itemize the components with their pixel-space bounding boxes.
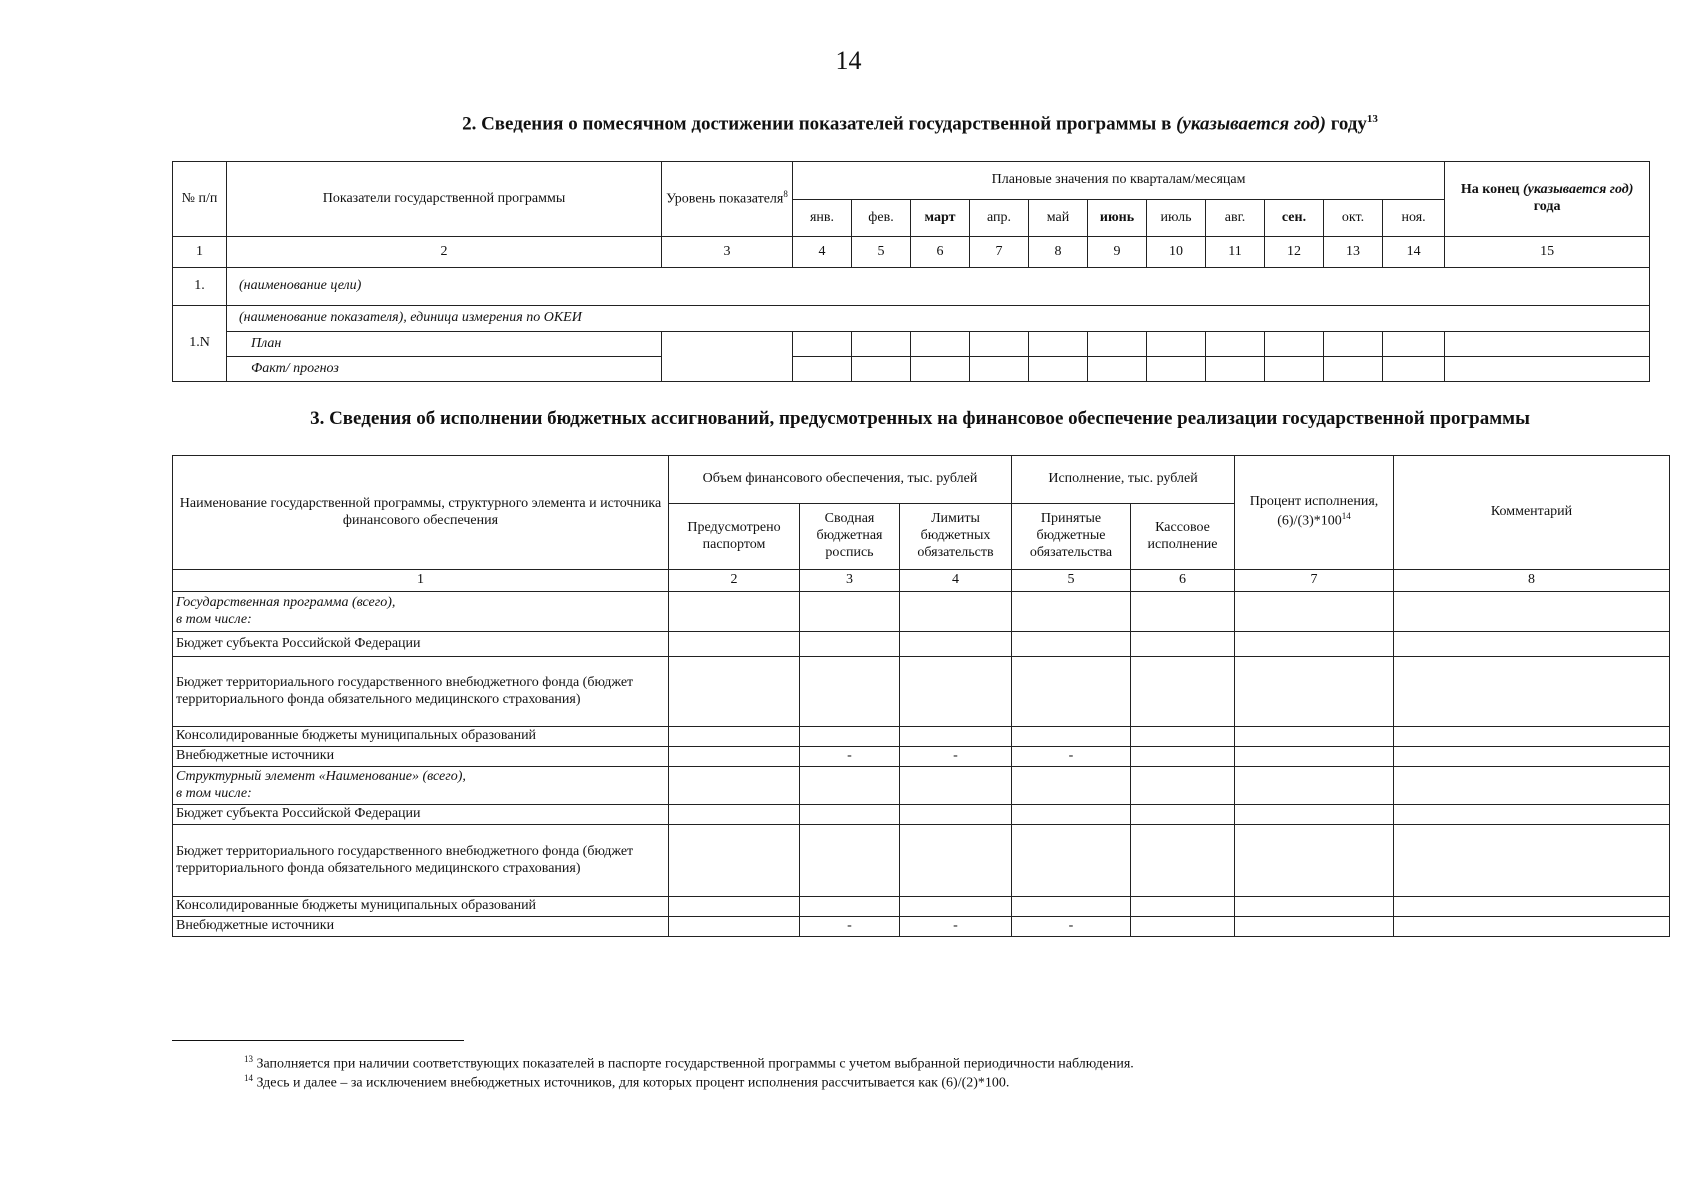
indicator-num: 1.N <box>173 306 227 382</box>
monthly-indicators-table <box>172 161 1650 382</box>
value-cell <box>852 332 911 357</box>
value-cell <box>1265 332 1324 357</box>
goal-row <box>173 268 1650 306</box>
value-cell <box>1206 332 1265 357</box>
col-number: 8 <box>1394 570 1670 592</box>
municipal-label: Консолидированные бюджеты муниципальных образований <box>173 897 669 917</box>
value-cell <box>1088 332 1147 357</box>
extra-budget-label: Внебюджетные источники <box>173 917 669 937</box>
month-nov: ноя. <box>1383 200 1445 237</box>
fact-row <box>173 357 1650 382</box>
col-number: 5 <box>852 237 911 268</box>
municipal-label: Консолидированные бюджеты муниципальных образований <box>173 727 669 747</box>
header-execution: Исполнение, тыс. рублей <box>1012 456 1235 504</box>
footnote-13: $^{13}$ Заполняется при наличии соответствующих показателей в паспорте государственной программы с учетом выбранной периодичности наблюдения. <box>244 1054 1134 1072</box>
header-limits: Лимиты бюджетных обязательств <box>900 504 1012 570</box>
header-indicators: Показатели государственной программы <box>227 162 662 237</box>
value-cell <box>911 357 970 382</box>
col-number: 8 <box>1029 237 1088 268</box>
header-passport: Предусмотрено паспортом <box>669 504 800 570</box>
value-cell <box>1324 332 1383 357</box>
territorial-fund-row <box>173 657 1670 727</box>
month-sep: сен. <box>1265 200 1324 237</box>
element-total-label: Структурный элемент «Наименование» (всего), в том числе: <box>173 767 669 805</box>
col-number: 6 <box>1131 570 1235 592</box>
month-jul: июль <box>1147 200 1206 237</box>
col-number: 6 <box>911 237 970 268</box>
dash-cell: - <box>900 747 1012 767</box>
subject-budget-label: Бюджет субъекта Российской Федерации <box>173 805 669 825</box>
footnote-separator <box>172 1040 464 1041</box>
subject-budget-row <box>173 632 1670 657</box>
header-num: № п/п <box>173 162 227 237</box>
level-cell <box>662 332 793 382</box>
value-cell <box>1147 357 1206 382</box>
month-apr: апр. <box>970 200 1029 237</box>
extra-budget-label: Внебюджетные источники <box>173 747 669 767</box>
plan-label: План <box>227 332 662 357</box>
col-number: 7 <box>1235 570 1394 592</box>
value-cell <box>852 357 911 382</box>
value-cell <box>1445 357 1650 382</box>
territorial-fund-label: Бюджет территориального государственного внебюджетного фонда (бюджет территориального фонда обязательного медицинского страхования) <box>173 657 669 727</box>
col-number: 12 <box>1265 237 1324 268</box>
col-number: 4 <box>900 570 1012 592</box>
value-cell <box>1147 332 1206 357</box>
indicator-name: (наименование показателя), единица измерения по ОКЕИ <box>227 306 1650 332</box>
program-total-label: Государственная программа (всего), в том числе: <box>173 592 669 632</box>
subject-budget-row <box>173 805 1670 825</box>
header-planned: Плановые значения по кварталам/месяцам <box>793 162 1445 200</box>
col-number: 2 <box>669 570 800 592</box>
col-number: 2 <box>227 237 662 268</box>
value-cell <box>911 332 970 357</box>
col-number: 11 <box>1206 237 1265 268</box>
col-number: 1 <box>173 237 227 268</box>
page-number: 14 <box>835 46 862 75</box>
extra-budget-row <box>173 917 1670 937</box>
header-end-of-year: На конец (указывается год) года <box>1445 162 1650 237</box>
header-cash: Кассовое исполнение <box>1131 504 1235 570</box>
dash-cell: - <box>800 747 900 767</box>
value-cell <box>1029 357 1088 382</box>
col-number: 4 <box>793 237 852 268</box>
extra-budget-row <box>173 747 1670 767</box>
month-aug: авг. <box>1206 200 1265 237</box>
col-number: 3 <box>662 237 793 268</box>
budget-execution-table <box>172 455 1670 937</box>
goal-num: 1. <box>173 268 227 306</box>
header-accepted: Принятые бюджетные обязательства <box>1012 504 1131 570</box>
dash-cell: - <box>1012 747 1131 767</box>
value-cell <box>793 357 852 382</box>
subject-budget-label: Бюджет субъекта Российской Федерации <box>173 632 669 657</box>
month-feb: фев. <box>852 200 911 237</box>
municipal-row <box>173 727 1670 747</box>
header-name: Наименование государственной программы, структурного элемента и источника финансового обеспечения <box>173 456 669 570</box>
territorial-fund-label: Бюджет территориального государственного внебюджетного фонда (бюджет территориального фонда обязательного медицинского страхования) <box>173 825 669 897</box>
header-level: Уровень показателя$^8$ <box>662 162 793 237</box>
dash-cell: - <box>1012 917 1131 937</box>
col-number: 15 <box>1445 237 1650 268</box>
dash-cell: - <box>900 917 1012 937</box>
goal-name: (наименование цели) <box>227 268 1650 306</box>
column-numbers-row <box>173 237 1650 268</box>
indicator-row <box>173 306 1650 332</box>
col-number: 9 <box>1088 237 1147 268</box>
dash-cell: - <box>800 917 900 937</box>
column-numbers-row <box>173 570 1670 592</box>
plan-row <box>173 332 1650 357</box>
value-cell <box>970 357 1029 382</box>
header-summary: Сводная бюджетная роспись <box>800 504 900 570</box>
value-cell <box>1324 357 1383 382</box>
value-cell <box>1383 332 1445 357</box>
fact-label: Факт/ прогноз <box>227 357 662 382</box>
col-number: 7 <box>970 237 1029 268</box>
col-number: 14 <box>1383 237 1445 268</box>
month-jun: июнь <box>1088 200 1147 237</box>
section-2-title: 2. Сведения о помесячном достижении показателей государственной программы в (указывается год) году$^{13}$ <box>462 113 1378 135</box>
section-3-title: 3. Сведения об исполнении бюджетных ассигнований, предусмотренных на финансовое обеспечение реализации государственной программы <box>310 408 1530 429</box>
municipal-row <box>173 897 1670 917</box>
program-total-row <box>173 592 1670 632</box>
element-total-row <box>173 767 1670 805</box>
col-number: 5 <box>1012 570 1131 592</box>
value-cell <box>793 332 852 357</box>
value-cell <box>1445 332 1650 357</box>
footnote-14: $^{14}$ Здесь и далее – за исключением внебюджетных источников, для которых процент исполнения рассчитывается как (6)/(2)*100. <box>244 1073 1010 1091</box>
value-cell <box>1088 357 1147 382</box>
col-number: 3 <box>800 570 900 592</box>
month-may: май <box>1029 200 1088 237</box>
month-mar: март <box>911 200 970 237</box>
value-cell <box>1383 357 1445 382</box>
month-oct: окт. <box>1324 200 1383 237</box>
value-cell <box>1029 332 1088 357</box>
value-cell <box>970 332 1029 357</box>
col-number: 1 <box>173 570 669 592</box>
col-number: 10 <box>1147 237 1206 268</box>
col-number: 13 <box>1324 237 1383 268</box>
value-cell <box>1265 357 1324 382</box>
territorial-fund-row <box>173 825 1670 897</box>
header-percent: Процент исполнения, $(6)/(3)*100^{14}$ <box>1235 456 1394 570</box>
header-comment: Комментарий <box>1394 456 1670 570</box>
header-volume: Объем финансового обеспечения, тыс. рублей <box>669 456 1012 504</box>
value-cell <box>1206 357 1265 382</box>
month-jan: янв. <box>793 200 852 237</box>
